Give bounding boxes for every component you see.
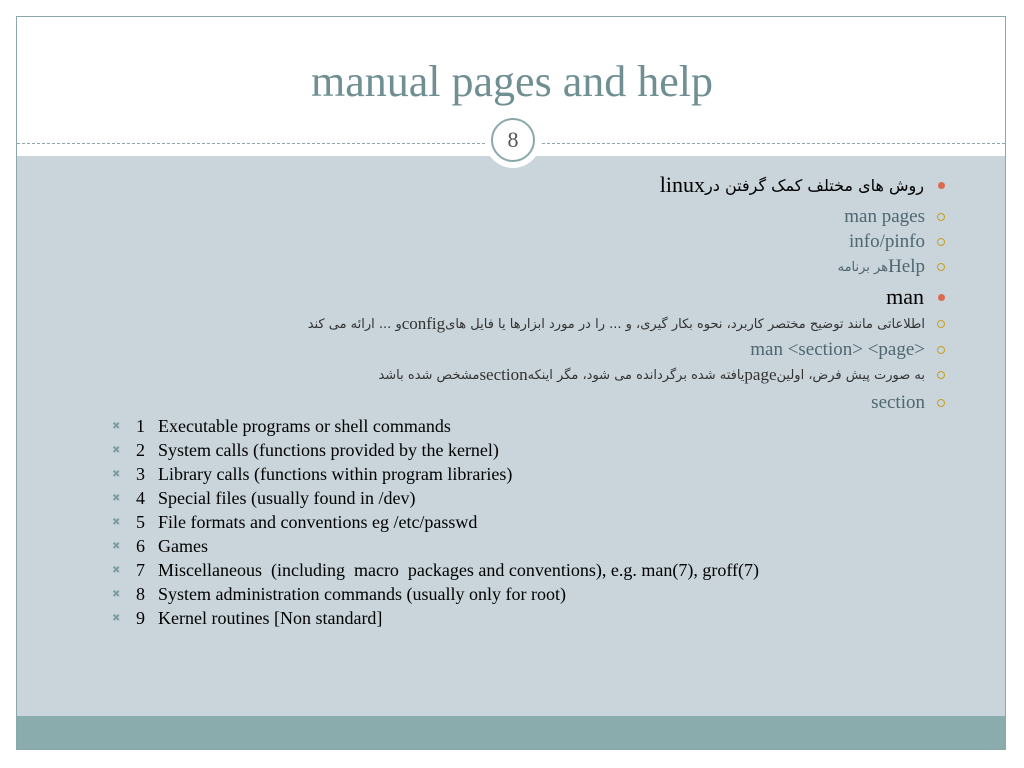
sub-item-text: section: [871, 392, 925, 413]
ring-bullet-icon: [937, 371, 945, 379]
ring-bullet-icon: [937, 320, 945, 328]
sub-item-text: man pages: [844, 206, 925, 227]
cross-bullet-icon: ✖: [112, 444, 121, 456]
sub-item-en1: page: [744, 365, 777, 384]
cross-bullet-icon: ✖: [112, 420, 121, 432]
list-item: ✖ 1 Executable programs or shell commands: [112, 415, 451, 436]
ring-bullet-icon: [937, 346, 945, 354]
ring-bullet-icon: [937, 238, 945, 246]
list-item: ✖ 7 Miscellaneous (including macro packages and conventions), e.g. man(7), groff(7): [112, 559, 759, 580]
sub-item-post: مشخص شده باشد: [378, 367, 480, 383]
ring-bullet-icon: [937, 399, 945, 407]
cross-bullet-icon: ✖: [112, 516, 121, 528]
bullet-dot-icon: [938, 294, 945, 301]
cross-bullet-icon: ✖: [112, 540, 121, 552]
item-text-en: linux: [659, 172, 706, 197]
ring-bullet-icon: [937, 263, 945, 271]
sub-item-text-fa: هر برنامه: [837, 259, 889, 275]
cross-bullet-icon: ✖: [112, 468, 121, 480]
bullet-dot-icon: [938, 182, 945, 189]
cross-bullet-icon: ✖: [112, 612, 121, 624]
sub-item-mid: یافته شده برگردانده می شود، مگر اینکه: [527, 367, 745, 383]
list-item: ✖ 8 System administration commands (usually only for root): [112, 583, 566, 604]
ring-bullet-icon: [937, 213, 945, 221]
cross-bullet-icon: ✖: [112, 588, 121, 600]
list-item: ✖ 4 Special files (usually found in /dev): [112, 487, 416, 508]
sub-item-text-en: Help: [888, 256, 925, 277]
section-list: [112, 414, 759, 630]
sub-item-en2: section: [479, 365, 528, 384]
slide-title: manual pages and help: [311, 57, 713, 106]
list-item: ✖ 6 Games: [112, 535, 208, 556]
sub-item-post: و ... ارائه می کند: [307, 316, 402, 332]
page-number-badge: [485, 112, 541, 168]
item-text: man: [886, 284, 924, 309]
sub-item-text: info/pinfo: [849, 231, 925, 252]
cross-bullet-icon: ✖: [112, 492, 121, 504]
bottom-bar: [17, 716, 1005, 749]
list-item: ✖ 9 Kernel routines [Non standard]: [112, 607, 383, 628]
sub-item-en: config: [401, 314, 446, 333]
sub-item-pre: اطلاعاتی مانند توضیح مختصر کاربرد، نحوه بکار گیری، و ... را در مورد ابزارها یا فایل های: [445, 316, 925, 332]
sub-item-text: man <section> <page>: [750, 339, 925, 360]
page-number: 8: [491, 118, 535, 162]
cross-bullet-icon: ✖: [112, 564, 121, 576]
list-item: ✖ 2 System calls (functions provided by the kernel): [112, 439, 499, 460]
list-item: ✖ 3 Library calls (functions within program libraries): [112, 463, 513, 484]
sub-item-pre: به صورت پیش فرض، اولین: [776, 367, 925, 383]
list-item: ✖ 5 File formats and conventions eg /etc/passwd: [112, 511, 478, 532]
item-text-fa: روش های مختلف کمک گرفتن در: [705, 175, 924, 195]
